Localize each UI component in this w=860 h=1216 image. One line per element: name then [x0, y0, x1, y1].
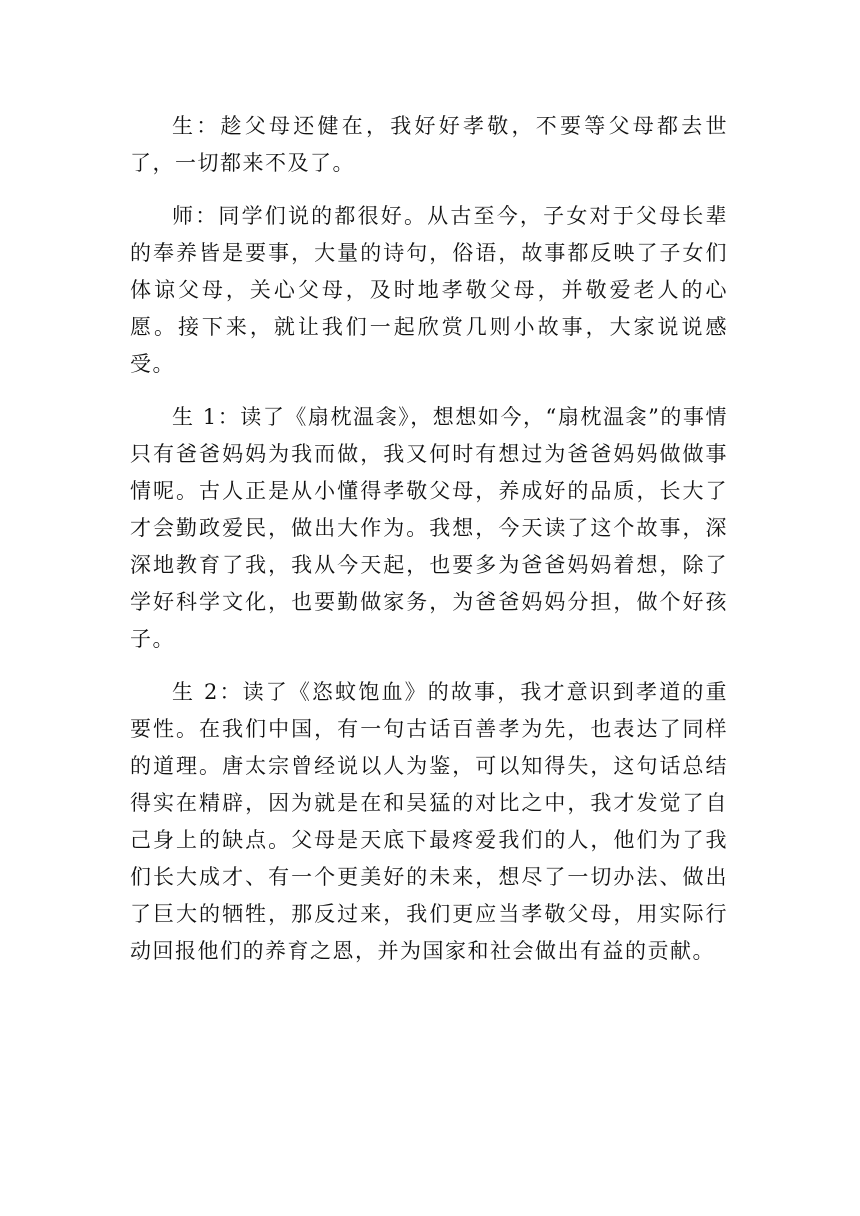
document-body: [130, 108, 728, 986]
paragraph-student-2: 生 2：读了《恣蚊饱血》的故事，我才意识到孝道的重要性。在我们中国，有一句古话百善孝为先，也表达了同样的道理。唐太宗曾经说以人为鉴，可以知得失，这句话总结得实在精辟，因为就是在和吴猛的对比之中，我才发觉了自己身上的缺点。父母是天底下最疼爱我们的人，他们为了我们长大成才、有一个更美好的未来，想尽了一切办法、做出了巨大的牺牲，那反过来，我们更应当孝敬父母，用实际行动回报他们的养育之恩，并为国家和社会做出有益的贡献。: [130, 680, 728, 963]
paragraph-student-reply: 生：趁父母还健在，我好好孝敬，不要等父母都去世了，一切都来不及了。: [130, 114, 728, 175]
paragraph-student-1: 生 1：读了《扇枕温衾》，想想如今，“扇枕温衾”的事情只有爸爸妈妈为我而做，我又何时有想过为爸爸妈妈做做事情呢。古人正是从小懂得孝敬父母，养成好的品质，长大了才会勤政爱民，做出大作为。我想，今天读了这个故事，深深地教育了我，我从今天起，也要多为爸爸妈妈着想，除了学好科学文化，也要勤做家务，为爸爸妈妈分担，做个好孩子。: [130, 405, 728, 651]
paragraph-teacher-remark: 师：同学们说的都很好。从古至今，子女对于父母长辈的奉养皆是要事，大量的诗句，俗语，故事都反映了子女们体谅父母，关心父母，及时地孝敬父母，并敬爱老人的心愿。接下来，就让我们一起欣赏几则小故事，大家说说感受。: [130, 204, 728, 376]
